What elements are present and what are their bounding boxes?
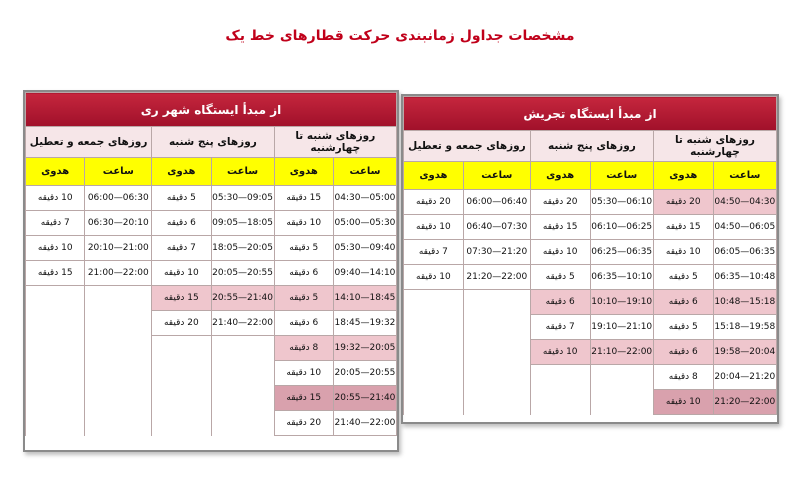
empty-cell	[152, 411, 211, 436]
headway-cell: 10 دقیقه	[530, 340, 590, 365]
headway-cell: 20 دقیقه	[152, 311, 211, 336]
time-range-cell: 06:10—06:25	[590, 215, 653, 240]
headway-cell: 10 دقیقه	[26, 186, 85, 211]
day-group-header: روزهای جمعه و تعطیل	[404, 131, 531, 162]
empty-cell	[404, 315, 464, 340]
empty-cell	[26, 336, 85, 361]
headway-column-header: هدوی	[152, 158, 211, 186]
headway-cell: 5 دقیقه	[274, 236, 333, 261]
day-group-header: روزهای شنبه تا چهارشنبه	[653, 131, 776, 162]
headway-cell: 10 دقیقه	[274, 211, 333, 236]
empty-cell	[26, 361, 85, 386]
table-row	[26, 186, 397, 211]
time-range-cell: 09:40—14:10	[333, 261, 396, 286]
headway-cell: 8 دقیقه	[274, 336, 333, 361]
headway-cell: 5 دقیقه	[152, 186, 211, 211]
empty-cell	[152, 386, 211, 411]
headway-cell: 15 دقیقه	[152, 286, 211, 311]
empty-cell	[152, 361, 211, 386]
headway-cell: 20 دقیقه	[653, 190, 713, 215]
table-row	[404, 215, 777, 240]
empty-cell	[26, 411, 85, 436]
time-range-cell: 14:10—18:45	[333, 286, 396, 311]
headway-cell: 10 دقیقه	[653, 390, 713, 415]
time-range-cell: 04:50—04:30	[713, 190, 776, 215]
headway-cell: 10 دقیقه	[274, 361, 333, 386]
time-column-header: ساعت	[713, 162, 776, 190]
table-header: از مبدأ ایستگاه تجریش	[404, 97, 777, 131]
time-range-cell: 21:40—22:00	[333, 411, 396, 436]
table-row	[26, 261, 397, 286]
headway-column-header: هدوی	[530, 162, 590, 190]
headway-cell: 6 دقیقه	[152, 211, 211, 236]
day-group-header: روزهای شنبه تا چهارشنبه	[274, 127, 396, 158]
headway-cell: 6 دقیقه	[274, 261, 333, 286]
table-row	[26, 411, 397, 436]
empty-cell	[211, 336, 274, 361]
headway-cell: 5 دقیقه	[530, 265, 590, 290]
headway-cell: 8 دقیقه	[653, 365, 713, 390]
time-range-cell: 10:48—15:18	[713, 290, 776, 315]
empty-cell	[463, 390, 530, 415]
time-range-cell: 21:40—22:00	[211, 311, 274, 336]
empty-cell	[590, 365, 653, 390]
headway-cell: 7 دقیقه	[404, 240, 464, 265]
empty-cell	[463, 340, 530, 365]
table-row	[26, 211, 397, 236]
headway-cell: 10 دقیقه	[404, 215, 464, 240]
time-column-header: ساعت	[463, 162, 530, 190]
headway-cell: 15 دقیقه	[274, 386, 333, 411]
table-row	[26, 336, 397, 361]
empty-cell	[463, 365, 530, 390]
time-range-cell: 21:20—22:00	[713, 390, 776, 415]
headway-cell: 6 دقیقه	[653, 290, 713, 315]
headway-column-header: هدوی	[404, 162, 464, 190]
headway-cell: 6 دقیقه	[653, 340, 713, 365]
empty-cell	[152, 336, 211, 361]
time-range-cell: 20:55—21:40	[211, 286, 274, 311]
schedule-grid	[25, 92, 397, 436]
empty-cell	[590, 390, 653, 415]
headway-cell: 7 دقیقه	[530, 315, 590, 340]
schedule-table-shahr-e-rey	[23, 90, 399, 452]
headway-column-header: هدوی	[26, 158, 85, 186]
headway-cell: 10 دقیقه	[404, 265, 464, 290]
time-range-cell: 19:10—21:10	[590, 315, 653, 340]
headway-cell: 5 دقیقه	[653, 315, 713, 340]
headway-cell: 10 دقیقه	[530, 240, 590, 265]
time-range-cell: 06:40—07:30	[463, 215, 530, 240]
table-header: از مبدأ ایستگاه شهر ری	[26, 93, 397, 127]
empty-cell	[85, 386, 152, 411]
empty-cell	[85, 361, 152, 386]
empty-cell	[85, 336, 152, 361]
time-range-cell: 06:35—10:10	[590, 265, 653, 290]
empty-cell	[211, 411, 274, 436]
time-range-cell: 20:05—20:55	[211, 261, 274, 286]
empty-cell	[85, 411, 152, 436]
empty-cell	[404, 290, 464, 315]
headway-cell: 10 دقیقه	[152, 261, 211, 286]
table-row	[26, 361, 397, 386]
time-range-cell: 05:30—09:40	[333, 236, 396, 261]
empty-cell	[530, 390, 590, 415]
empty-cell	[463, 315, 530, 340]
headway-cell: 10 دقیقه	[653, 240, 713, 265]
day-group-header: روزهای پنج شنبه	[152, 127, 274, 158]
table-row	[404, 315, 777, 340]
headway-cell: 15 دقیقه	[530, 215, 590, 240]
table-row	[404, 340, 777, 365]
table-row	[26, 286, 397, 311]
time-range-cell: 05:30—09:05	[211, 186, 274, 211]
time-range-cell: 06:35—10:48	[713, 265, 776, 290]
time-range-cell: 21:00—22:00	[85, 261, 152, 286]
headway-cell: 15 دقیقه	[274, 186, 333, 211]
empty-cell	[26, 311, 85, 336]
headway-column-header: هدوی	[653, 162, 713, 190]
time-range-cell: 20:05—20:55	[333, 361, 396, 386]
time-range-cell: 06:30—20:10	[85, 211, 152, 236]
time-range-cell: 19:58—20:04	[713, 340, 776, 365]
time-column-header: ساعت	[333, 158, 396, 186]
table-row	[26, 386, 397, 411]
table-row	[404, 240, 777, 265]
empty-cell	[404, 340, 464, 365]
time-range-cell: 20:04—21:20	[713, 365, 776, 390]
headway-cell: 10 دقیقه	[26, 236, 85, 261]
table-row	[404, 290, 777, 315]
time-range-cell: 07:30—21:20	[463, 240, 530, 265]
headway-cell: 7 دقیقه	[26, 211, 85, 236]
time-range-cell: 15:18—19:58	[713, 315, 776, 340]
headway-cell: 20 دقیقه	[404, 190, 464, 215]
time-range-cell: 18:05—20:05	[211, 236, 274, 261]
empty-cell	[211, 386, 274, 411]
day-group-header: روزهای پنج شنبه	[530, 131, 653, 162]
time-range-cell: 18:45—19:32	[333, 311, 396, 336]
table-row	[404, 390, 777, 415]
time-range-cell: 20:55—21:40	[333, 386, 396, 411]
time-range-cell: 06:05—06:35	[713, 240, 776, 265]
time-column-header: ساعت	[590, 162, 653, 190]
empty-cell	[404, 390, 464, 415]
time-range-cell: 06:00—06:40	[463, 190, 530, 215]
page-title: مشخصات جداول زمانبندی حرکت قطارهای خط یک	[225, 28, 575, 44]
time-range-cell: 06:00—06:30	[85, 186, 152, 211]
time-range-cell: 04:30—05:00	[333, 186, 396, 211]
empty-cell	[85, 286, 152, 311]
schedule-table-tajrish	[401, 94, 779, 424]
empty-cell	[26, 386, 85, 411]
headway-cell: 15 دقیقه	[653, 215, 713, 240]
time-range-cell: 19:32—20:05	[333, 336, 396, 361]
table-row	[404, 365, 777, 390]
empty-cell	[463, 290, 530, 315]
table-row	[26, 311, 397, 336]
table-row	[404, 190, 777, 215]
headway-cell: 6 دقیقه	[530, 290, 590, 315]
headway-cell: 5 دقیقه	[653, 265, 713, 290]
headway-cell: 20 دقیقه	[274, 411, 333, 436]
time-column-header: ساعت	[85, 158, 152, 186]
time-range-cell: 09:05—18:05	[211, 211, 274, 236]
time-range-cell: 20:10—21:00	[85, 236, 152, 261]
empty-cell	[530, 365, 590, 390]
time-range-cell: 05:00—05:30	[333, 211, 396, 236]
empty-cell	[404, 365, 464, 390]
time-range-cell: 04:50—06:05	[713, 215, 776, 240]
table-row	[404, 265, 777, 290]
empty-cell	[26, 286, 85, 311]
headway-cell: 6 دقیقه	[274, 311, 333, 336]
time-range-cell: 05:30—06:10	[590, 190, 653, 215]
time-range-cell: 06:25—06:35	[590, 240, 653, 265]
schedule-grid	[403, 96, 777, 415]
empty-cell	[85, 311, 152, 336]
time-range-cell: 10:10—19:10	[590, 290, 653, 315]
day-group-header: روزهای جمعه و تعطیل	[26, 127, 152, 158]
time-column-header: ساعت	[211, 158, 274, 186]
time-range-cell: 21:20—22:00	[463, 265, 530, 290]
time-range-cell: 21:10—22:00	[590, 340, 653, 365]
headway-cell: 5 دقیقه	[274, 286, 333, 311]
headway-cell: 7 دقیقه	[152, 236, 211, 261]
headway-cell: 15 دقیقه	[26, 261, 85, 286]
table-row	[26, 236, 397, 261]
headway-column-header: هدوی	[274, 158, 333, 186]
headway-cell: 20 دقیقه	[530, 190, 590, 215]
empty-cell	[211, 361, 274, 386]
